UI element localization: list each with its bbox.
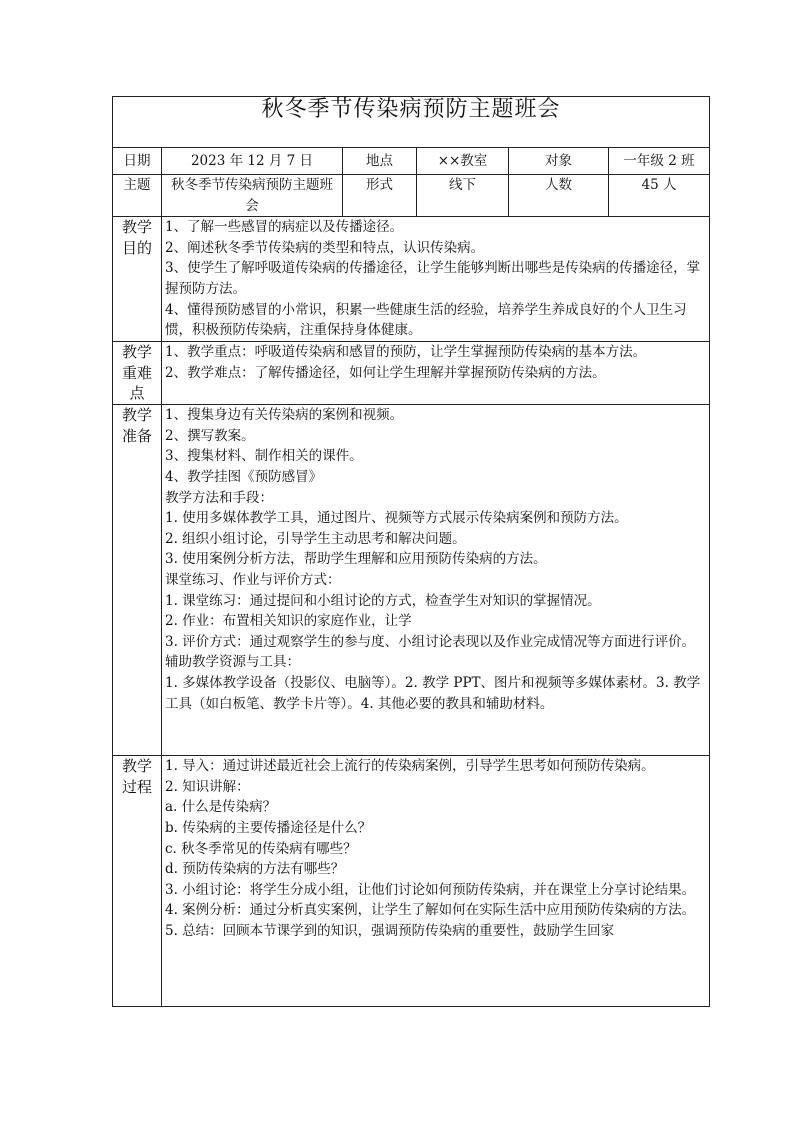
process-item: 5. 总结：回顾本节课学到的知识，强调预防传染病的重要性，鼓励学生回家 (165, 922, 615, 939)
count-value: 45 人 (609, 175, 710, 217)
process-item: b. 传染病的主要传播途径是什么？ (165, 819, 372, 836)
lesson-plan-table (112, 96, 710, 1007)
prep-item: 1、搜集身边有关传染病的案例和视频。 (165, 407, 404, 424)
goals-content (162, 217, 710, 342)
audience-value: 一年级 2 班 (609, 148, 710, 175)
form-value: 线下 (417, 175, 509, 217)
form-label: 形式 (343, 175, 417, 217)
goal-item: 2、阐述秋冬季节传染病的类型和特点，认识传染病。 (165, 239, 485, 256)
process-item: a. 什么是传染病？ (165, 799, 277, 816)
prep-item: 2. 作业：布置相关知识的家庭作业，让学 (165, 613, 412, 630)
focus-content (162, 342, 710, 405)
process-item: 1. 导入：通过讲述最近社会上流行的传染病案例，引导学生思考如何预防传染病。 (165, 758, 655, 775)
process-item: 4. 案例分析：通过分析真实案例，让学生了解如何在实际生活中应用预防传染病的方法。 (165, 902, 696, 919)
prep-item: 1. 课堂练习：通过提问和小组讨论的方式，检查学生对知识的掌握情况。 (165, 592, 601, 609)
topic-value: 秋冬季节传染病预防主题班会 (162, 175, 343, 217)
topic-label: 主题 (113, 175, 162, 217)
prep-heading: 辅助教学资源与工具： (165, 654, 300, 671)
focus-item: 1、教学重点：呼吸道传染病和感冒的预防，让学生掌握预防传染病的基本方法。 (165, 344, 647, 361)
date-label: 日期 (113, 148, 162, 175)
prep-label: 教学准备 (113, 405, 162, 756)
prep-item: 2. 组织小组讨论，引导学生主动思考和解决问题。 (165, 530, 466, 547)
goal-item: 4、懂得预防感冒的小常识，积累一些健康生活的经验，培养学生养成良好的个人卫生习惯，积极预防传染病，注重保持身体健康。 (165, 301, 687, 339)
prep-content (162, 405, 710, 756)
goal-item: 1、了解一些感冒的病症以及传播途径。 (165, 219, 404, 236)
process-content (162, 756, 710, 1007)
prep-item: 1. 使用多媒体教学工具，通过图片、视频等方式展示传染病案例和预防方法。 (165, 510, 628, 527)
process-item: 3. 小组讨论：将学生分成小组，让他们讨论如何预防传染病，并在课堂上分享讨论结果。 (165, 881, 696, 898)
prep-heading: 教学方法和手段： (165, 489, 273, 506)
place-label: 地点 (343, 148, 417, 175)
page-title: 秋冬季节传染病预防主题班会 (113, 97, 710, 148)
prep-item: 3. 使用案例分析方法，帮助学生理解和应用预防传染病的方法。 (165, 551, 547, 568)
place-value: ××教室 (417, 148, 509, 175)
focus-label: 教学重难点 (113, 342, 162, 405)
process-item: 2. 知识讲解： (165, 778, 250, 795)
date-value: 2023 年 12 月 7 日 (162, 148, 343, 175)
process-item: c. 秋冬季常见的传染病有哪些？ (165, 840, 357, 857)
prep-item: 4、教学挂图《预防感冒》 (165, 468, 323, 485)
prep-item: 3、搜集材料、制作相关的课件。 (165, 448, 363, 465)
prep-heading: 课堂练习、作业与评价方式： (165, 571, 341, 588)
prep-item: 2、撰写教案。 (165, 427, 255, 444)
prep-item: 3. 评价方式：通过观察学生的参与度、小组讨论表现以及作业完成情况等方面进行评价。 (165, 633, 696, 650)
process-label: 教学过程 (113, 756, 162, 1007)
prep-item: 1. 多媒体教学设备（投影仪、电脑等）。2. 教学 PPT、图片和视频等多媒体素材。3. 教学工具（如白板笔、教学卡片等）。4. 其他必要的教具和辅助材料。 (165, 674, 701, 712)
count-label: 人数 (509, 175, 609, 217)
goals-label: 教学目的 (113, 217, 162, 342)
audience-label: 对象 (509, 148, 609, 175)
process-item: d. 预防传染病的方法有哪些？ (165, 861, 345, 878)
goal-item: 3、使学生了解呼吸道传染病的传播途径，让学生能够判断出哪些是传染病的传播途径，掌握预防方法。 (165, 260, 701, 297)
focus-item: 2、教学难点：了解传播途径，如何让学生理解并掌握预防传染病的方法。 (165, 364, 606, 381)
